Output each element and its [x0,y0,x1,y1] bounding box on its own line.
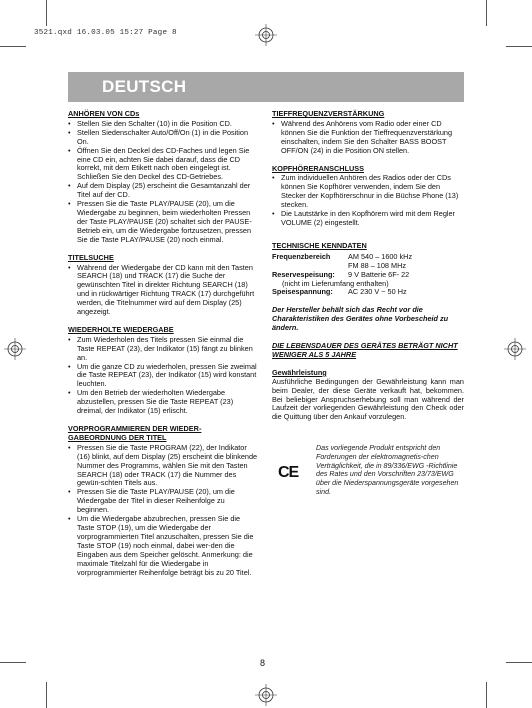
crop-mark [0,46,26,47]
warranty-title: Gewährleistung [272,367,327,377]
manufacturer-notice: Der Hersteller behält sich das Recht vor die Charakteristiken des Gerätes ohne Vorbescheid zu ändern. [272,305,449,333]
list-item: • Während der Wiedergabe der CD kann mit den Tasten SEARCH (18) und TRACK (17) die Suche der gewünschten Titel in direkter Richtung SEARCH (18) und in rückwärtiger Richtung TRACK (17) durchgeführt werden, die Titelnummer wird auf dem Display (25) angezeigt. [68,264,258,317]
print-header: 3521.qxd 16.03.05 15:27 Page 8 [34,29,177,37]
registration-mark-top [255,24,277,46]
section-title: ANHÖREN VON CDs [68,109,140,118]
bullet-list [68,120,258,245]
specs-title: TECHNISCHE KENNDATEN [272,240,367,250]
spec-value: AM 540 – 1600 kHz [348,251,413,261]
list-item: • Um die ganze CD zu wiederholen, pressen Sie zweimal die Taste REPEAT (23), der Indikator (15) wird konstant leuchten. [68,363,258,390]
crop-mark [486,0,487,26]
bullet-list [272,174,464,227]
crop-mark [46,0,47,26]
section-title: TIEFFREQUENZVERSTÄRKUNG [272,109,385,118]
spec-value: AC 230 V ~ 50 Hz [348,287,407,297]
bullet-list [272,120,464,156]
crop-mark [46,682,47,708]
list-item: • Öffnen Sie den Deckel des CD-Faches und legen Sie eine CD ein, achten Sie dabei darauf, dass die CD korrekt, mit dem Etikett nach oben eingelegt ist. Schließen Sie den Deckel des CD-Getriebes. [68,147,258,183]
list-item: • Auf dem Display (25) erscheint die Gesamtanzahl der Titel auf der CD. [68,182,258,200]
list-item: • Zum individuellen Anhören des Radios oder der CDs können Sie Kopfhörer verwenden, indem Sie den Stecker der Kopfhörerschnur in die Büchse Phone (13) stecken. [272,174,464,210]
section-title: VORPROGRAMMIEREN DER WIEDER-GABEORDNUNG DER TITEL [68,424,202,442]
crop-mark [0,662,26,663]
left-column [68,110,258,577]
crop-mark [506,46,532,47]
spec-key: Frequenzbereich [272,251,331,261]
crop-mark [506,662,532,663]
spec-row [272,288,464,297]
registration-mark-bottom [255,684,277,706]
section-title: KOPFHÖRERANSCHLUSS [272,163,365,173]
section-title: TITELSUCHE [68,252,114,262]
registration-mark-right [504,338,526,360]
list-item: • Pressen Sie die Taste PLAY/PAUSE (20), um die Wiedergabe der Titel in dieser Reihenfolge zu beginnen. [68,488,258,515]
list-item: • Um die Wiedergabe abzubrechen, pressen Sie die Taste STOP (19), um die Wiedergabe der vorprogrammierten Titel anzuschalten, pressen Sie die Taste STOP (19) noch einmal, dabei wer-den die Eingaben aus dem Speicher gelöscht. Anmerkung: die maximale Titelzahl für die Wiedergabe in vorprogrammierter Reihenfolge beträgt bis zu 20 Titel. [68,515,258,577]
list-item: • Die Lautstärke in den Kopfhörern wird mit dem Regler VOLUME (2) eingestellt. [272,210,464,228]
bullet-list [68,264,258,317]
bullet-list [68,444,258,578]
list-item: • Um den Betrieb der wiederholten Wiedergabe abzustellen, pressen Sie die Taste REPEAT (23) dreimal, der Indikator (15) erlischt. [68,389,258,416]
ce-mark-icon: CE [278,464,299,481]
specs-table [272,253,464,298]
spec-value: 9 V Batterie 6F- 22 [348,269,410,279]
ce-text: Das vorliegende Produkt entspricht den Forderungen der elektromagnetis-chen Verträglichkeit, die in 89/336/EWG -Richtlinie des Rates und den Vorschriften 23/73/EWG über die Niederspannungsgeräte vorgesehen sind. [316,444,459,496]
warranty-text: Ausführliche Bedingungen der Gewährleistung kann man beim Dealer, der diese Geräte verkauft hat, bekommen. Bei beliebiger Anspruchserhebung soll man während der Laufzeit der vorliegenden Gewährleistung den Check oder die Quittung über den Ankauf vorzulegen. [272,376,464,422]
list-item: • Stellen Sie den Schalter (10) in die Position CD. [68,120,258,129]
section-title: WIEDERHOLTE WIEDERGABE [68,324,174,334]
spec-key: Speisespannung: [272,287,333,297]
list-item: • Während des Anhörens vom Radio oder einer CD können Sie die Funktion der Tieffrequenzverstärkung einschalten, indem Sie den Schalter BASS BOOST OFF/ON (24) in die Position ON stellen. [272,120,464,156]
ce-conformity [278,444,464,504]
bullet-list [68,336,258,416]
crop-mark [486,682,487,708]
spec-note: (nicht im Lieferumfang enthalten) [282,278,389,288]
spec-key: Reservespeisung: [272,269,335,279]
language-banner [68,72,464,102]
list-item: • Stellen Siedenschalter Auto/Off/On (1) in die Position On. [68,129,258,147]
list-item: • Pressen Sie die Taste PLAY/PAUSE (20), um die Wiedergabe zu beginnen, beim wiederholten Pressen der Taste PLAY/PAUSE (20) schaltet sich der PAUSE-Betrieb ein, um die Wiedergabe fortzusetzen, pressen Sie die Taste PLAY/PAUSE (20) noch einmal. [68,200,258,245]
banner-title: DEUTSCH [102,77,187,96]
spec-value: FM 88 – 108 MHz [348,260,406,270]
registration-mark-left [4,338,26,360]
lifetime-notice: DIE LEBENSDAUER DES GERÄTES BETRÄGT NICHT WENIGER ALS 5 JAHRE [272,341,458,359]
list-item: • Pressen Sie die Taste PROGRAM (22), der Indikator (16) blinkt, auf dem Display (25) erscheint die blinkende Nummer des Programms, wählen Sie mit den Tasten SEARCH (18) oder TRACK (17) die Nummer des gewün-schten Titels aus. [68,444,258,489]
right-column [272,110,464,422]
page-number: 8 [260,658,266,668]
list-item: • Zum Wiederholen des Titels pressen Sie einmal die Taste REPEAT (23), der Indikator (15) fängt zu blinken an. [68,336,258,363]
